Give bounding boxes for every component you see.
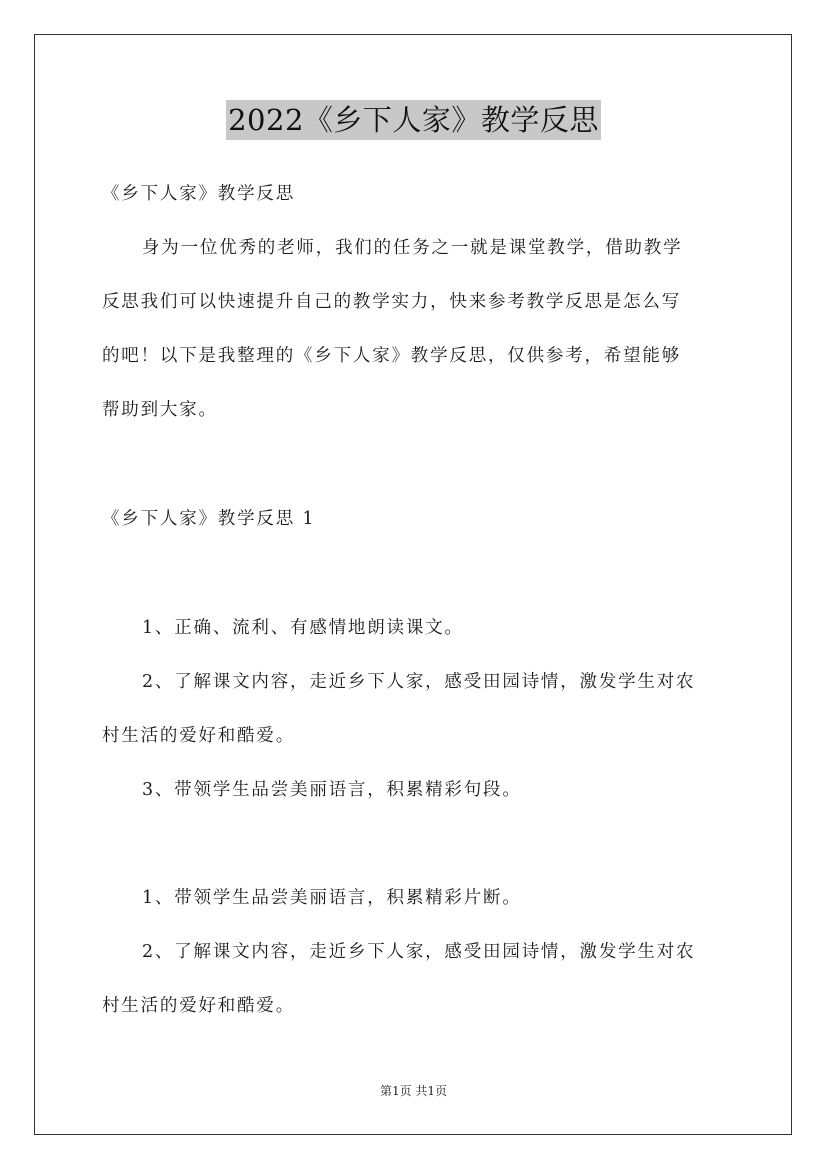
intro-line-3: 的吧！以下是我整理的《乡下人家》教学反思，仅供参考，希望能够 xyxy=(102,346,681,366)
list-b-item-1: 1、带领学生品尝美丽语言，积累精彩片断。 xyxy=(142,888,522,908)
subtitle: 《乡下人家》教学反思 xyxy=(102,184,295,204)
title-container xyxy=(0,100,827,140)
document-title: 2022《乡下人家》教学反思 xyxy=(226,100,601,140)
intro-line-4: 帮助到大家。 xyxy=(102,400,218,420)
list-a-item-2: 2、了解课文内容，走近乡下人家，感受田园诗情，激发学生对农 xyxy=(142,672,696,692)
page-footer: 第1页 共1页 xyxy=(379,1084,448,1098)
list-a-item-3: 3、带领学生品尝美丽语言，积累精彩句段。 xyxy=(142,780,522,800)
list-b-item-2-continued: 村生活的爱好和酷爱。 xyxy=(102,996,295,1016)
intro-line-2: 反思我们可以快速提升自己的教学实力，快来参考教学反思是怎么写 xyxy=(102,292,681,312)
list-a-item-2-continued: 村生活的爱好和酷爱。 xyxy=(102,726,295,746)
list-a-item-1: 1、正确、流利、有感情地朗读课文。 xyxy=(142,618,464,638)
intro-line-1: 身为一位优秀的老师，我们的任务之一就是课堂教学，借助教学 xyxy=(142,238,683,258)
section-heading: 《乡下人家》教学反思 1 xyxy=(102,509,316,529)
list-b-item-2: 2、了解课文内容，走近乡下人家，感受田园诗情，激发学生对农 xyxy=(142,942,696,962)
